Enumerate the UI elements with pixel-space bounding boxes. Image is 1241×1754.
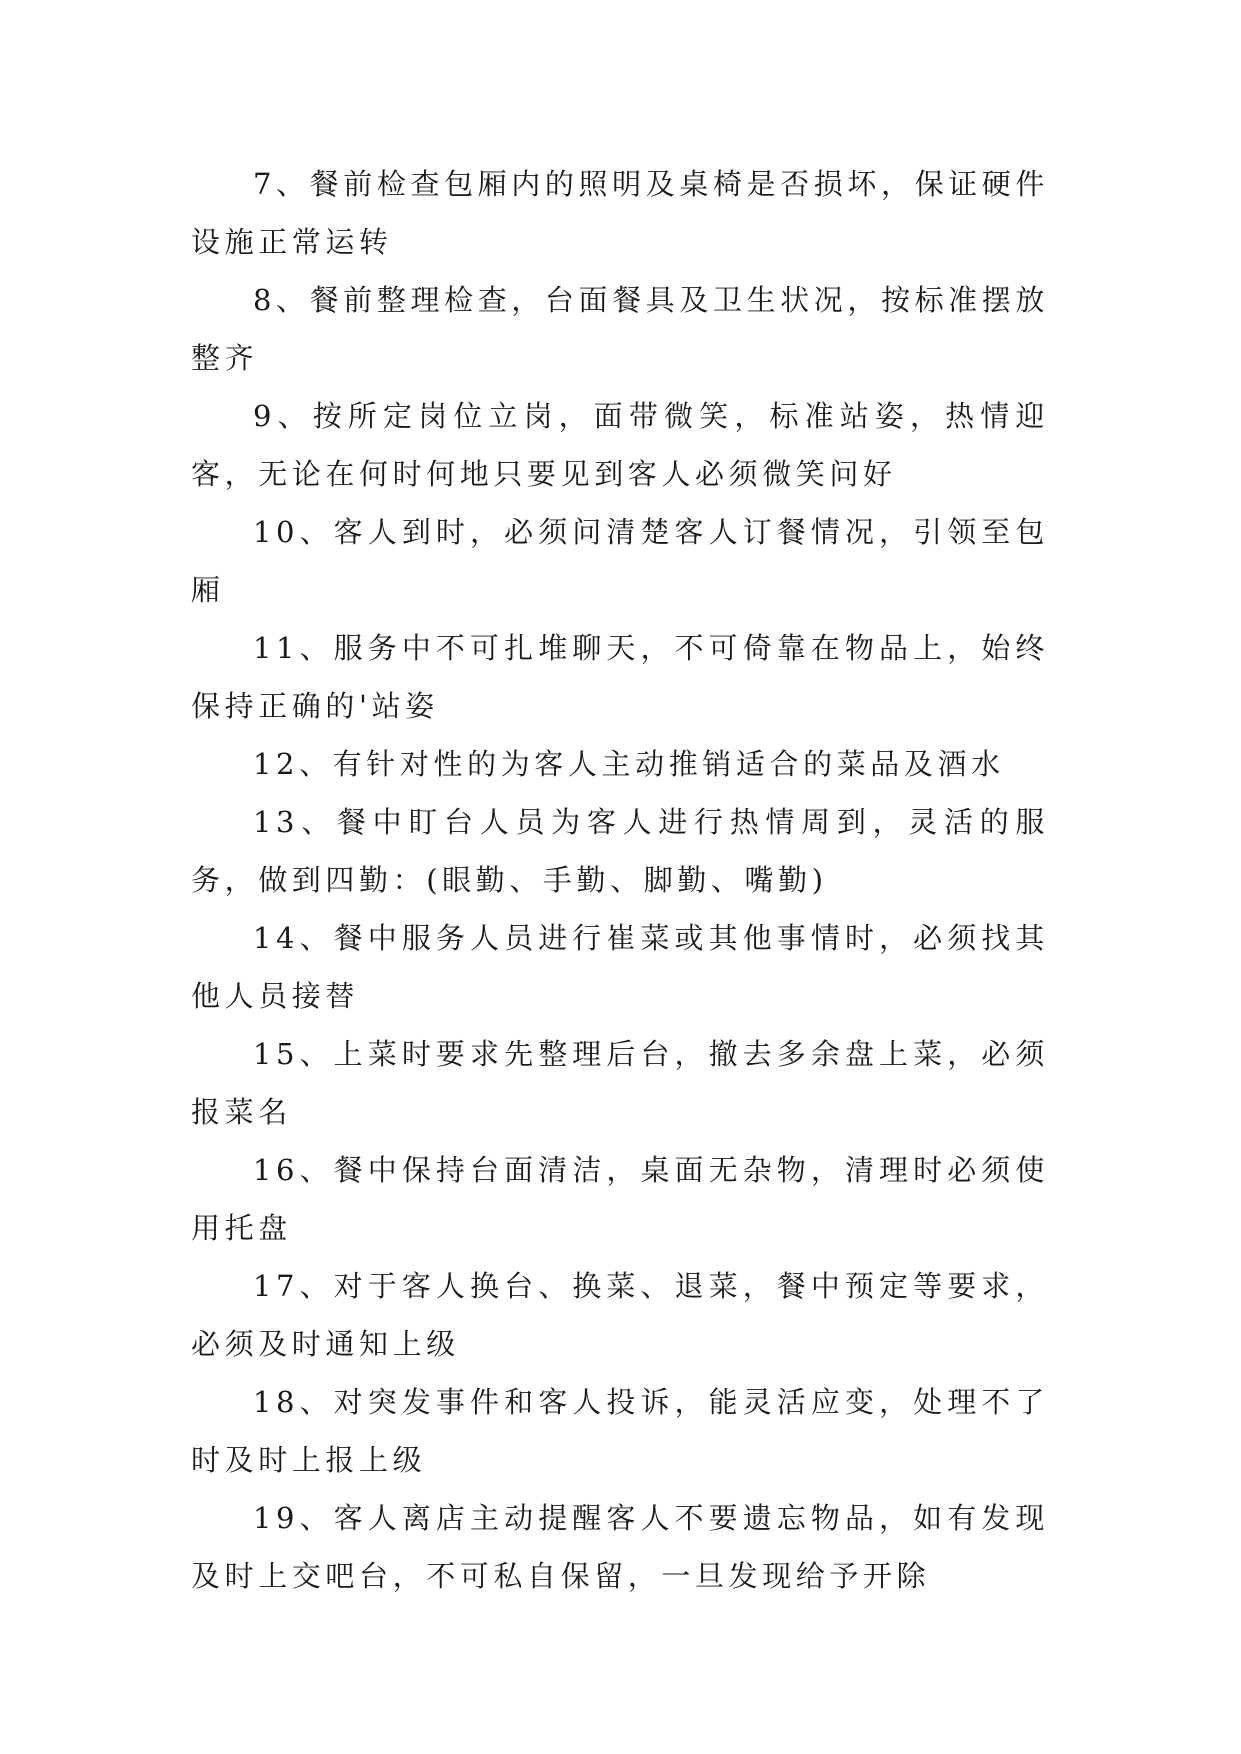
document-page	[191, 155, 1049, 1605]
paragraph-item-18: 18、对突发事件和客人投诉，能灵活应变，处理不了时及时上报上级	[191, 1385, 1049, 1477]
paragraph-item-14: 14、餐中服务人员进行崔菜或其他事情时，必须找其他人员接替	[191, 921, 1049, 1013]
paragraph-item-17: 17、对于客人换台、换菜、退菜，餐中预定等要求，必须及时通知上级	[191, 1269, 1049, 1361]
paragraph-item-15: 15、上菜时要求先整理后台，撤去多余盘上菜，必须报菜名	[191, 1037, 1049, 1129]
paragraph-item-11: 11、服务中不可扎堆聊天，不可倚靠在物品上，始终保持正确的'站姿	[191, 631, 1049, 723]
paragraph-item-12: 12、有针对性的为客人主动推销适合的菜品及酒水	[253, 747, 1005, 781]
paragraph-item-16: 16、餐中保持台面清洁，桌面无杂物，清理时必须使用托盘	[191, 1153, 1049, 1245]
paragraph-item-7: 7、餐前检查包厢内的照明及桌椅是否损坏，保证硬件设施正常运转	[191, 167, 1049, 259]
paragraph-item-9: 9、按所定岗位立岗，面带微笑，标准站姿，热情迎客，无论在何时何地只要见到客人必须微笑问好	[191, 399, 1049, 491]
paragraph-item-19: 19、客人离店主动提醒客人不要遗忘物品，如有发现及时上交吧台，不可私自保留，一旦发现给予开除	[191, 1501, 1049, 1593]
paragraph-item-10: 10、客人到时，必须问清楚客人订餐情况，引领至包厢	[191, 515, 1049, 607]
paragraph-item-8: 8、餐前整理检查，台面餐具及卫生状况，按标准摆放整齐	[191, 283, 1049, 375]
paragraph-item-13: 13、餐中盯台人员为客人进行热情周到，灵活的服务，做到四勤：(眼勤、手勤、脚勤、嘴勤)	[191, 805, 1049, 897]
